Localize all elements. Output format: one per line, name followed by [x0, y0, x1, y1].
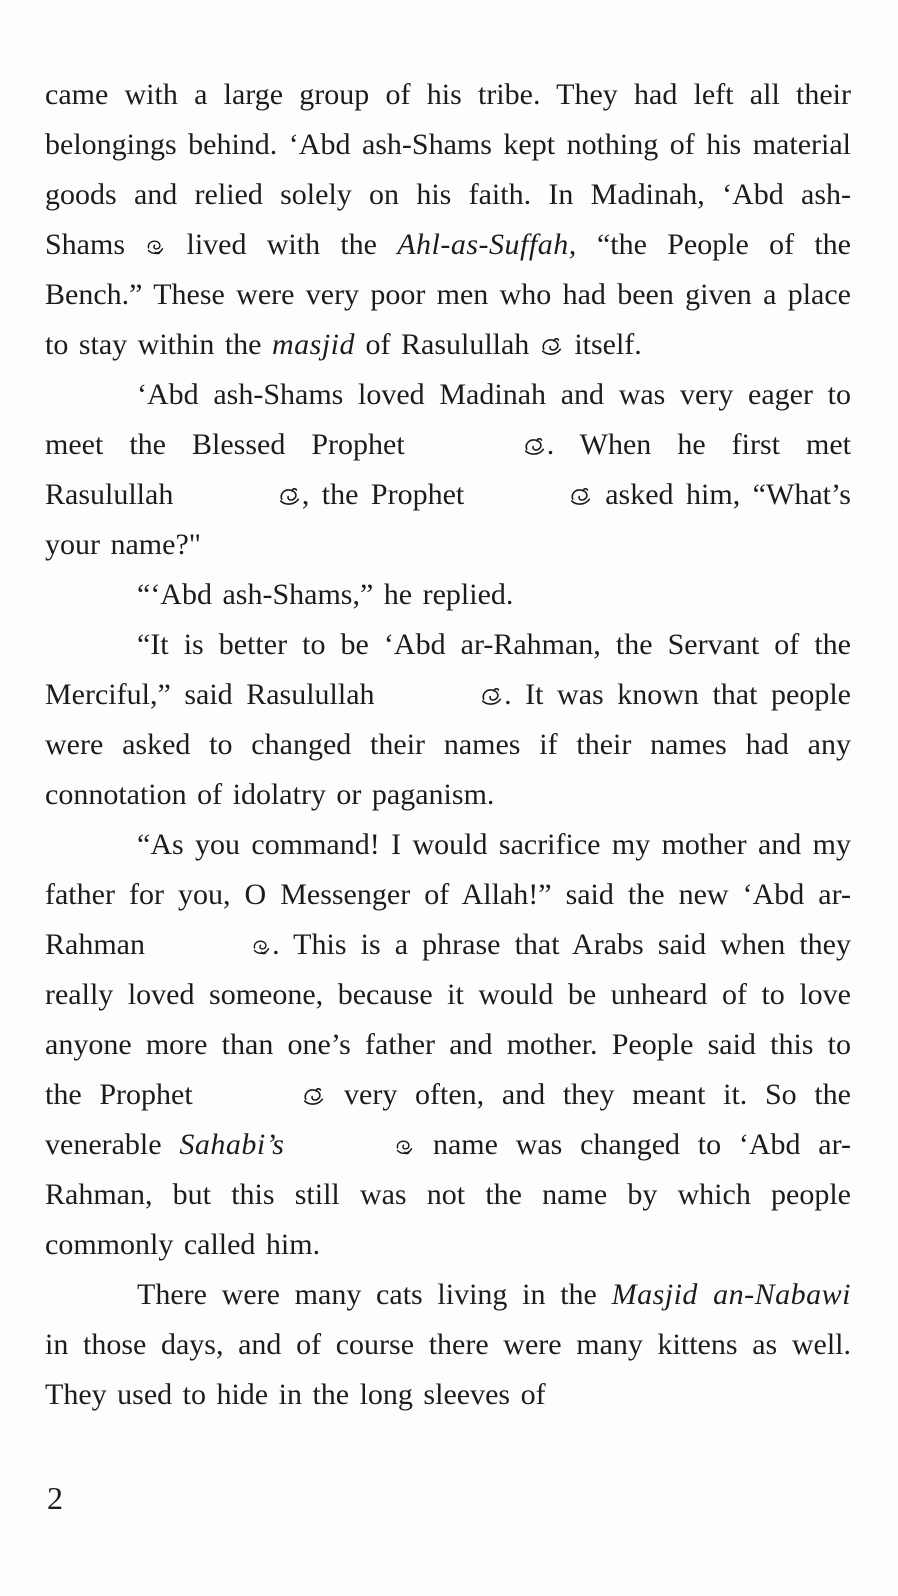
body-text	[284, 1128, 302, 1161]
paragraph	[45, 570, 851, 620]
honorific-saw-icon	[540, 336, 564, 357]
body-text: , the Prophet	[301, 478, 477, 511]
body-text: . It was known that people were asked to changed their names if their names had any connotation of idolatry or paganism.	[45, 678, 851, 811]
honorific-ra-icon	[159, 937, 272, 957]
body-text: “‘Abd ash-Shams,” he replied.	[137, 578, 514, 611]
paragraph	[45, 370, 851, 570]
paragraph	[45, 820, 851, 1270]
paragraph	[45, 70, 851, 370]
page-number: 2	[47, 1480, 63, 1516]
italic-text: Masjid an-Nabawi	[611, 1278, 851, 1311]
body-text: lived with the	[166, 228, 398, 261]
body-text: . When he first met Rasulullah	[45, 428, 851, 511]
honorific-saw-icon	[388, 686, 504, 707]
body-text: asked him, “What’s your name?"	[45, 478, 851, 561]
body-text: . This is a phrase that Arabs said when they really loved someone, because it would be unheard of to love anyone more than one’s father and mother. People said this to the Prophet	[45, 928, 851, 1111]
body-text: “As you command! I would sacrifice my mother and my father for you, O Messenger of Allah!” said the new ‘Abd ar-Rahman	[45, 828, 851, 961]
italic-text: Ahl-as-Suffah,	[397, 228, 577, 261]
honorific-saw-icon	[186, 486, 302, 507]
honorific-ra-icon	[145, 237, 166, 257]
body-text: of Rasulullah	[355, 328, 540, 361]
body-text: name was changed to ‘Abd ar-Rahman, but this still was not the name by which people commonly called him.	[45, 1128, 851, 1261]
italic-text: Sahabi’s	[179, 1128, 285, 1161]
honorific-saw-icon	[210, 1086, 326, 1107]
body-text: There were many cats living in the	[137, 1278, 612, 1311]
body-text: came with a large group of his tribe. They had left all their belongings behind. ‘Abd ash-Shams kept nothing of his material goods and relied solely on his faith. In Madinah, ‘Abd ash-Shams	[45, 78, 851, 261]
body-text: very often, and they meant it. So the venerable	[45, 1078, 851, 1161]
body-text: in those days, and of course there were many kittens as well. They used to hide in the long sleeves of	[45, 1328, 851, 1411]
body-text: “the People of the Bench.” These were very poor men who had been given a place to stay within the	[45, 228, 851, 361]
body-text: ‘Abd ash-Shams loved Madinah and was very eager to meet the Blessed Prophet	[45, 378, 851, 461]
body-text: “It is better to be ‘Abd ar-Rahman, the Servant of the Merciful,” said Rasulullah	[45, 628, 851, 711]
italic-text: masjid	[271, 328, 355, 361]
honorific-saw-icon	[477, 486, 593, 507]
page-text	[45, 70, 851, 1420]
paragraph	[45, 620, 851, 820]
paragraph	[45, 1270, 851, 1420]
honorific-saw-icon	[431, 436, 547, 457]
body-text: itself.	[563, 328, 642, 361]
honorific-ra-icon	[302, 1137, 415, 1157]
